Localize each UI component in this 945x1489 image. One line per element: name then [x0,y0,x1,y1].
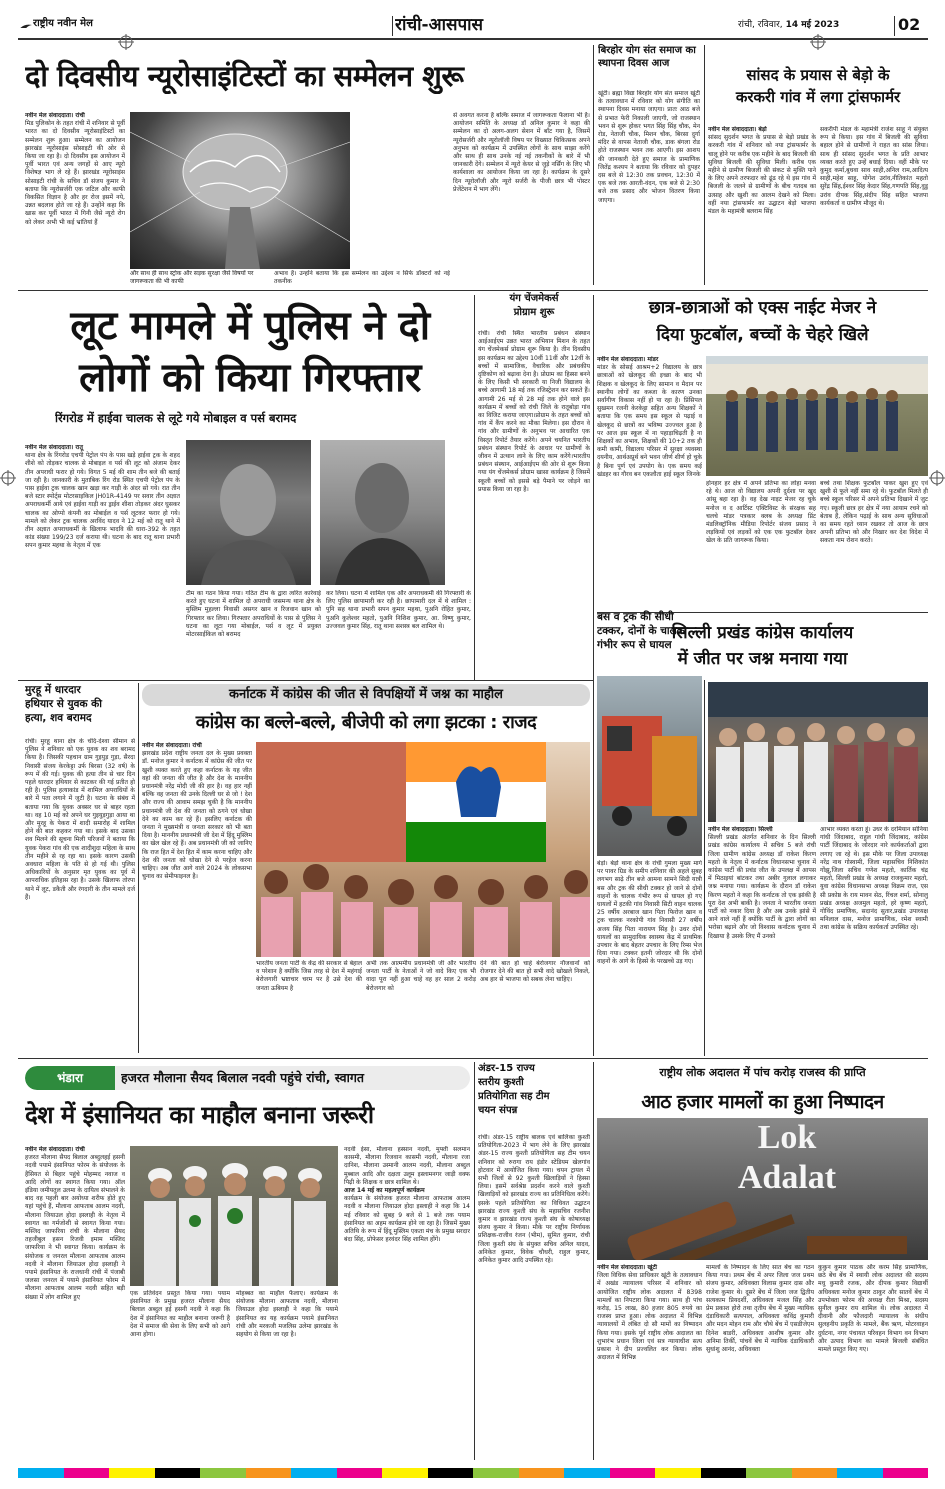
article8-col1-text: झारखंड प्रदेश राष्ट्रीय जनता दल के मुख्य प्रवक्ता डॉ. मनोज कुमार ने कर्नाटक में कांग्रेस की जीत पर खुशी व्यक्त करते हुए कहा कर्नाटक के यह जीत वहां की जनता की जीत है और देश के माननीय प्रधानमंत्री नरेंद्र मोदी जी की हार है। वह हार नहीं बल्कि वह जनता की उनके दिल्ली घर से जो ! देश और राज्य की आवाम समझ चुकी है कि माननीय प्रधानमंत्री जी देश की जनता को ठगने एवं धोखा देने का काम कर रहे हैं। इसलिए कर्नाटक की जनता ने मुख्यमंत्री व जनता सरकार को भी बता दिया है। माननीय प्रधानमंत्री जी देश में हिंदू मुस्लिम का खेल खेल रहे हैं। अब प्रधानमंत्री जी को जानिए कि राज हित में देश हित में काम करना चाहिए और देश की जनता को धोखा देने से परहेज करना चाहिए। अब जीत आगे वाले 2024 के लोकसभा चुनाव का सेमीफाइनल है। [142,750,252,881]
article1-caption: और साथ ही साथ स्ट्रोक और सड़क सुरक्षा जैसे विषयों पर जागरूकता की भी काफी [130,270,254,285]
article8-col2: भारतीय जनता पार्टी के केंद्र की सरकार से बेहाल व परेशान है क्योंकि जिस तरह से देश में महंगाई बेरोजगारी भ्रष्टाचार चरम पर है उसे देश की जनता ऊबियम है [256,960,362,992]
article6-col1-text: मांडर के सोसई आश्रम+2 विद्यालय के छात्र छात्राओं को खेलकूद की इच्छा के बाद भी शिक्षक व खेलकूद के लिए सामान व मैदान पर स्थानीय लोगों का कब्जा के कारण उनका सर्वांगीण विकास नहीं हो पा रहा है। प्रिंसिपल सुखमन रजनी केरकेट्टा सहित अन्य शिक्षकों ने बताया कि एक समय इस स्कूल से पढ़ाई व खेलकूद से छात्रों का भविष्य उज्ज्वल हुआ है पर आज इस स्कूल में ना पहाड़ाचिढ़ती है ना शिक्षकों का अभाव, शिक्षकों की 10+2 तक ही कमी कामी, विद्यालय परिसर में सुरक्षा व्यवस्था दयनीय, आर्थअप्रूर्थ बने भवन जीर्ण शीर्ण हो चुके है बिना पूर्ण एवं उपयोग के। एक समय कई खंडहर का गौरव बन एकलौता हाई स्कूल जिनके [597,364,702,478]
masthead-rule [18,38,928,40]
article9-headline-line1: बस व ट्रक की सीधी [597,611,674,623]
article8-col3: अभी तक आत्ममीय प्रधानमंत्री जी और भारतीय जनता पार्टी के नेताओं ने जो वादे किए एक भी वादा पूरा नहीं हुआ चाहे वह हर साल 2 करोड़ बेरोजगार को [366,960,476,992]
article3-col1 [708,126,816,286]
article4-col1-text: थाना क्षेत्र के रिंगरोड एचपी पेट्रोल पंप के पास खड़े हाईवा ट्रक के शहद शीशे को तोड़कर चालक से मोबाइल व पर्स की लूट को अंजाम देकर तीन अपराधी फरार हो गये। विगत 5 मई की शाम तीन बजे की बताई जा रही है। जानकारी के मुताबिक रिंग रोड स्थित एचपी पेट्रोल पंप के पास हाईवा ट्रक चालक खान खड़ा कर गाड़ी के अंदर सो गये। रात तीन बजे स्टार स्पोर्ट्स मोटरसाइकिल JH01R-4149 पर सवार तीन अज्ञात अपराधकर्मी आये एवं हाईवा गाड़ी का ड्राईव शीशा तोड़कर अंदर घुसकर चालक का ओप्पो कंपनी का मोबाईल व पर्स लूटकर फरार हो गये। मामले को लेकर ट्रक चालक अरविंद यादव ने 12 मई को रातू थाने में तीन अज्ञात अपराधकर्मी के खिलाफ भादवि की धारा-392 के तहत कांड संख्या 199/23 दर्ज कराया थी। घटना के बाद रातू थाना प्रभारी सपन कुमार महथा के नेतृत्व में एक [25,452,180,550]
article5-headline-line1: यंग चेंजमेकर्स [509,293,559,304]
party-workers-group-icon [708,682,928,822]
students-group-icon [706,356,928,476]
article4-headline-line2: लोगों को किया गिरफ्तार [79,355,421,401]
article13-col1 [597,1264,702,1458]
article3-col2: सकरीपी मंडल के महामंत्री राजेश साहू ने संयुक्त रूप से किया। इस गांव में बिजली की सुविधा बहाल होने से ग्रामीणों ने राहत का सांस लिया। साथ ही सांसद सुदर्शन भगत के प्रति आभार व्यक्त करते हुए उन्हें बधाई दिया। वहीं मौके पर कुमुद कर्मा,बुधवा साव साही,अनिल राम,आदित्य साही,महेश साहू, योगेश उरांव,नीतिकांत महतो सुरेंद्र सिंह,ईश्वर सिंह केदार सिंह,गणपति सिंह,वुडु उरांव दीपक सिंह,संदीप सिंह सहित भाजपा कार्यकर्ता व ग्रामीण मौजूद थे। [820,126,928,207]
article7-headline [25,683,135,735]
column-rule [474,295,475,680]
article3-col1-text: सांसद सुदर्शन भगत के प्रयास से बेड़ो प्रखंड के करकरी गांव में शनिवार को नया ट्रांसफार्मर के चालू होने पर करीब एक महीने के बाद बिजली की सुविधा बिजली की सुविधा मिली। करीब एक महीने से ग्रामीण बिजली की संकट से मुक्ति पाने के लिए अपने तरफदार को ढूंढ रहे थे इस गांव में बिजली के जलने से ग्रामीणों के बीच गतदब का उत्साह और खुशी का आलम देखने को मिला। वहीं नया ट्रांसफार्मर का उद्घाटन बेड़ो भाजपा मंडल के महामंत्री बलराम सिंह [708,134,816,216]
article6-headline-line1: छात्र-छात्राओं को एक्स नाईट मेजर ने [648,298,877,318]
article12-body: रांची। अंडर-15 राष्ट्रीय बालक एवं बालिका कुश्ती प्रतियोगिता-2023 में भाग लेने के लिए झारखंड अंडर-15 राज्य कुश्ती प्रतियोगिता सह टीम चयन शनिवार को रुरागा राय इंडोर स्टेडियम खेलगांव होटवार में आयोजित किया गया। चयन ट्रायल में सभी जिलों से 92 कुश्ती खिलाड़ियों ने हिस्सा लिया। इसमें सर्वश्रेष्ठ प्रदर्शन करने वाले कुश्ती खिलाड़ियों को झारखंड राज्य का प्रतिनिधित्व करेंगे। इसके पहले प्रतियोगिता का विधिवत उद्घाटन झारखंड राज्य कुश्ती संघ के महासचिव रजनीश कुमार व झारखंड राज्य कुश्ती संघ के कोषाध्यक्ष संजय कुमार ने किया। मौके पर राष्ट्रीय निर्णायक प्रशिक्षक-राजीव रंजन (भीम), सुमित कुमार, रांची जिला कुश्ती संघ के संयुक्त सचिव अनिल यादव, अनिकेत कुमार, विवेक चौधरी, राहुल कुमार, अनिकेत कुमार आदि उपस्थित रहे। [478,1134,590,1265]
article10-headline-line1: सिल्ली प्रखंड कांग्रेस कार्यालय [671,623,854,643]
masthead-divider-1 [392,16,393,36]
dateline-text: रांची, रविवार, [738,20,783,30]
article9-headline [597,610,702,670]
article12-headline-line2: स्तरीय कुश्ती [478,1077,524,1088]
newspaper-logo: राष्ट्रीय नवीन मेल [33,18,93,29]
article8-celebration-photo [256,742,590,957]
dateline [738,18,898,32]
article11-col2: एक प्रतिवेदन प्रस्तुत किया गया। पयाम इंसानियत के प्रमुख हजरत मौलाना सैयद बिलाल अब्दुल हई हसनी नदवी ने कहा कि देश में इंसानियत का माहौल बनाना जरूरी है देश में समाज की सेवा के लिए सभी को आगे आना होगा। [130,1290,230,1339]
print-color-bar [18,1468,928,1478]
person-silhouette-icon [320,440,445,585]
article3-headline-line2: करकरी गांव में लगा ट्रांसफार्मर [735,88,901,106]
article3-headline-line1: सांसद के प्रयास से बेड़ो के [746,66,890,84]
masthead [0,0,945,40]
article12-headline-line1: अंडर-15 राज्य [478,1063,535,1074]
lok-adalat-text-line2: Adalat [737,1159,837,1196]
article9-accident-photo [597,676,702,856]
article11-byline: नवीन मेल संवाददाता। रांची [25,1146,85,1153]
article11-banner [25,1066,470,1090]
masthead-divider-2 [894,16,895,36]
article1-headline: दो दिवसीय न्यूरोसाइंटिस्टों का सम्मेलन शुरू [25,59,464,93]
article4-headline-line1: लूट मामले में पुलिस ने दो [70,303,430,349]
bird-logo-icon [18,18,32,28]
section-rule [18,1058,928,1059]
registration-mark-icon [929,470,945,486]
article4-col3: कर लिया। घटना में शामिल एक और अपराधकर्मी की गिरफ्तारी के लिए पुलिस छापामारी कर रही है। छापामारी दल में थे शामिल : पुनि सह थाना प्रभारी सपन कुमार महथा, पुअनि रोहित कुमार, पुअनि कुलेश्वर महतो, पुअनि निशिश कुमार, आ. विष्णु कुमार, उज्जवल कुमार सिंह, रातू थाना सशस्त्र बल शामिल थे। [326,590,471,630]
section-title: रांची-आसपास [395,15,484,35]
article6-col2: बच्चे तथा शिक्षक फुटबॉल पाकर खुश हुए एवं खुशी से फूले नहीं समा रहे थे। फुटबॉल मिलते ही बच्चे स्कूल परिसर में अपने प्रतिभा दिखाने में जुट गए। स्कूली छात्र हर क्षेत्र में नया आयाम रचने को बेताब हैं, लेकिन पढ़ाई के साथ अन्य सुविधाओं का समय रहते ध्यान रखकर तो आज के छात्र अपनी प्रतिभा को और निखार कर देश विदेश में सकता नाम रोशन करते। [820,480,928,545]
column-rule [704,680,705,1056]
article9-headline-line2: टक्कर, दोनों के चालक [597,625,685,637]
column-rule [593,612,594,1056]
article11-col4b-text: कार्यक्रम के संयोजक हजरत मौलाना आफताब आलम नदवी व मौलाना जियाउल होदा इस्लाही ने कहा कि 14 मई रविवार को सुबह 9 बजे से 1 बजे तक पयाम इंसानियत का अहम कार्यक्रम होने जा रहा है। जिसमें मुख्य अतिथि के रूप में हिंदू मुस्लिम एकता मंच के प्रमुख सरदार बंदा सिंह, प्रोफेसर हरवंदर सिंह शामिल होंगे। [344,1195,470,1244]
article6-byline: नवीन मेल संवाददाता। मांडर [597,356,659,363]
article12-headline [478,1062,590,1132]
article10-byline: नवीन मेल संवाददाता। सिल्ली [708,826,773,833]
gavel-icon [597,1118,928,1260]
column-rule [704,45,705,285]
article2-body: खूंटी। ब्रह्मा विद्या बिरहोर योग संत समाज खूंटी के तत्वावधान में रविवार को योग संगीति का स्थापना दिवस मनाया जाएगा। प्रातः आठ बजे से प्रभात फेरी निकाली जाएगी, जो राजस्थान भवन से शुरू होकर भगत सिंह सिंह चौक, मेन रोड, नेताजी चौक, मिशन चौक, बिरसा दुर्गा मंदिर से वापस नेताजी चौक, डाक बंगला रोड होते राजस्थान भवन तक आएगी। इस आशय की जानकारी देते हुए समाज के प्रामाणिक जितेंद्र कश्यप ने बताया कि रविवार को दुपहर दस बजे से 12:30 तक प्रवचन, 12:30 में एक बजे तक आरती-वंदन, एक बजे से 2:30 बजे तक प्रसाद और भोजन वितरण किया जाएगा। [598,90,700,204]
article8-byline: नवीन मेल संवाददाता। रांची [142,742,202,749]
column-rule [138,683,139,1053]
article4-col2: टीम का गठन किया गया। गठित टीम के द्वारा त्वरित कार्रवाई करते हुए घटना में शामिल दो अपराधी जसमन्य थाना क्षेत्र के मुस्लिम मुहल्ला निवासी असगर खान व रिजवान खान को गिरफ्तार कर लिया। गिरफ्तार अपराधियों के पास से पुलिस ने घटना का लूटा गया मोबाईल, पर्स व लूट में प्रयुक्त मोटरसाईकिल को बरामद [186,590,321,639]
person-silhouette-icon [186,440,311,585]
brain-illustration-icon [130,112,350,269]
article1-col1-text: मिड पुलिकोन के तहत रांची में शनिवार से पूर्वी भारत का दो दिवसीय न्यूरोसाइंटिस्टों का सम्मेलन शुरू हुआ। सम्मेलन का आयोजन झारखंड न्यूरोसाइंस सोसाइटी की ओर से किया जा रहा है। दो दिवसीय इस आयोजन में पूर्वी भारत एवं अन्य जगहों से आए न्यूरो विशेषज्ञ भाग ले रहे हैं। झारखंड न्यूरोसाइंस सोसाइटी रांची के सचिव डॉ संजय कुमार ने बताया कि न्यूरोसर्जरी एक जटिल और काफी विकसित विज्ञान है और हर रोज इसमें नये, उन्नत बदलाव होते जा रहे हैं। उन्होंने कहा कि खास कर पूर्वी भारत में गिनी जैसे न्यूरो रोग को लेकर अभी भी कई भ्रांतियां हैं [25,120,125,226]
article5-body: रांची। रांची स्थित भारतीय प्रबंधन संस्थान आईआईएम उन्नत भारत अभियान मिशन के तहत यंग चेंजमेकर्स प्रोग्राम शुरू किया है। तीन दिवसीय इस कार्यक्रम का उद्देश्य 10वीं 11वीं और 12वीं के बच्चों में सामाजिक, वैचारिक और प्रबंधकीय दृष्टिकोण को बढ़ावा देना है। प्रोग्राम का हिस्सा बनने के लिए किसी भी सरकारी या निजी विद्यालय के बच्चे आगामी 18 मई तक रजिस्ट्रेशन कर सकते हैं। आगामी 26 मई से 28 मई तक होने वाले इस कार्यक्रम में बच्चों को रांची जिले के रातूबोड़ा गांव का विजिट कराया जाएगा।प्रोग्राम के तहत बच्चों को गांव में कैंप करने का मौका मिलेगा। इस दौरान वे गांव और ग्रामीणों के अनुभव पर आधारित एक विस्तृत रिपोर्ट तैयार करेंगे। अपने चयनित भारतीय प्रबंधन संस्थान रिपोर्ट के आधार पर ग्रामीणों के जीवन में उत्थान लाने के लिए काम करेंगे।भारतीय प्रबंधन संस्थान, आईआईएम की ओर से शुरू किया गया यंग चेंजमेकर्स प्रोग्राम खासा कार्यक्रम है जिसमें स्कूली बच्चों को इससे बड़े पैमाने पर जोड़ने का प्रयास किया जा रहा है। [478,330,590,493]
article11-col1 [25,1146,125,1458]
registration-mark-icon [0,470,16,486]
article11-col1-text: हजरत मौलाना सैयद बिलाल अब्दुलहई हसनी नदवी पयामे इंसानियत फोरम के संयोजक के हैसियत से बिहार पहुंचे मोहम्मद नवाज व आदि लोगों का स्वागत किया गया। ऑल इंडिया जमीयतुल उलमा के दायित्व संभालने के बाद वह पहली बार अयोध्या शरीफ होते हुए यहां पहुंचे हैं, मौलाना आफताब आलम नदवी, मौलाना जियाउल होदा इस्लाही के नेतृत्व में स्वागत का गर्मजोशी से स्वागत किया गया। मस्जिद जाफरिया रांची के मौलाना सैयद तहजीबुल हसन रिजवी इमाम मस्जिद जाफरिया ने भी स्वागत किया। कार्यक्रम के संयोजक व जनरल मौलाना आफताब आलम नदवी ने मौलाना जियाउल होदा इस्लाही ने पयामे इंसानियत के राजधानी रांची में पंजाबी जलसा जनरल में पयामे इंसानियत फोरम में मौलाना आफताब आलम नदवी सहित बड़ी संख्या में लोग शामिल हुए [25,1154,125,1301]
article11-col4-text: नदवी ईसा, मौलाना हस्सान नदवी, मुफ्ती सलमान कासमी, मौलाना रिजवान कासमी नदवी, मौलाना रजा दानिश, मौलाना उस्मानी आलम नदवी, मौलाना अब्दुल मुब्बाल आदि और दक्षता उलूम इस्लामनगर जाड़ी वक्फ पिढ़ी के शिक्षक व छात्र शामिल थे। [344,1146,470,1186]
article11-col4 [344,1146,470,1458]
article10-col2: आभार व्यक्त करता हूं। उधर के दरमियान सोनिया गांधी जिंदाबाद, राहुल गांधी जिंदाबाद, कांग्रेस पार्टी जिंदाबाद के जोरदार नारे कार्यकर्ताओं द्वारा लगाए जा रहे थे। इस मौके पर जिला उपाध्यक्ष नरेंद्र नाथ गोस्वामी, जिला महासचिव निशिकांत गोंझू,जिला सचिव गणेश महतो, कार्तिक चंद्र महतो, सिल्ली प्रखंड के अध्यक्ष राजकुमार महतो, युवा कांग्रेस विधानसभा अध्यक्ष विक्रम राज, एस सी प्रकोष्ठ के राय मावन सेठ, रिंचल शर्मा, सोनालु प्रखंड अध्यक्ष अजमुल महतो, हरे कृष्ण महतो, गोविंद प्रमाणिक, सदानंद सुतार,प्रखंड उपाध्यक्ष मनिलाल दास, मनोज प्रामाणिक, रमेश स्वामी तथा कांग्रेस के सक्रिय कार्यकर्ता उपस्थित रहे। [820,826,928,932]
article13-byline: नवीन मेल संवाददाता। खूंटी [597,1264,658,1271]
article10-col1-text: सिल्ली प्रखंड अंतर्गत शनिवार के दिन सिल्ली प्रखंड कांग्रेस कार्यालय में सचिव 5 बजे रांची जिला ग्रामीण कांग्रेस अध्यक्ष डॉ राकेश किरण महतो के नेतृत्व में कर्नाटक विधानसभा चुनाव में कांग्रेस पार्टी की प्रचंड जीत के उपलक्ष में आपस में मिठाइयां बांटकर तथा अबीर गुलाल लगाकर जश्न मनाया गया। कार्यक्रम के दौरान डॉ राकेश किरण महतो ने कहा कि कर्नाटक तो एक झांकी है पूरा देश अभी बाकी है। जनता ने भारतीय जनता पार्टी को नकार दिया है और अब उनके झांसे में आने वाले नहीं हैं क्योंकि पार्टी के द्वारा लोगों का भरोसा बढ़ाने और जो विश्वास कर्नाटक चुनाव में दिखाया है उसके लिए मैं उनको [708,834,816,940]
article4-subhead: रिंगरोड में हाईवा चालक से लूटे गये मोबाइल व पर्स बरामद [55,411,297,425]
article11-banner-text: हजरत मौलाना सैयद बिलाल नदवी पहुंचे रांची, स्वागत [121,1070,365,1085]
article7-body: रांची। मुरहू थाना क्षेत्र के चंदि-देश्वा सीमान से पुलिस ने शनिवार को एक युवक का शव बरामद किया है। जिसकी पहचान ग्राम गुइयुड़ गुड़ा, सैरदा निवासी संजय केरकेट्टा उर्फ बिरसा (32 वर्ष) के रूप में की गई। युवक की हत्या तीन से चार दिन पहले धारदार हथियार से काटकर की गई प्रतीत हो रही है। पुलिस हत्याकांड में शामिल अपराधियों के बारे में पता लगाने में जुटी है। घटना के संबंध में बताया गया कि युवक अक्सर घर से बाहर रहता था। वह 10 मई को अपने घर गुइयुड़गुड़ा आया था और मुरहू के पेकरा में शादी समारोह में शामिल होने की बात कहकर गया था। इसके बाद उसका शव मिलने की सूचना मिली परिजनों ने बताया कि युवक पेकरा गांव की एक शादीशुदा महिला के साथ तीन महीने से रह रहा था। इसके कारण उसकी अवधारा महिला के पति से हो गई थी। पुलिस अधिकारियों के अनुसार मृत युवक का पूर्व में आपराधिक इतिहास रहा है। उसके खिलाफ तोरपा थाने में लूट, डकैती और रंगदारी के तीन मामले दर्ज हैं। [25,738,135,901]
column-rule [474,1062,475,1460]
registration-mark-icon [810,34,826,50]
article5-headline [478,292,590,326]
article10-party-photo [708,682,928,822]
article6-students-photo [706,356,928,476]
article1-brain-photo [130,112,350,269]
article8-banner-text: कर्नाटक में कांग्रेस की जीत से विपक्षियों में जश्न का माहौल [229,687,503,702]
article7-headline-line1: मुरहू में धारदार [25,684,81,696]
article12-headline-line3: प्रतियोगिता सह टीम [478,1091,550,1102]
article6-col1 [597,356,702,608]
registration-mark-icon [118,34,134,50]
article13-kicker: राष्ट्रीय लोक अदालत में पांच करोड़ राजस्व की प्राप्ति [659,1066,866,1079]
article12-headline-line4: चयन संपन्न [478,1105,518,1116]
article8-banner [142,684,590,706]
article2-headline: बिरहोर योग संत समाज का स्थापना दिवस आज [598,45,696,69]
section-rule [18,680,594,681]
article9-headline-line3: गंभीर रूप से घायल [597,639,672,651]
article6-col1b: होनहार हर क्षेत्र में अपने प्रतिभा का लोहा मनवा रहे थे। आज वो विद्यालय अपनी दुर्दशा पर खुद आंसू बहा रहा है। वह देख नाइट मेजर रह चुके मनोज व द आर्टिस्ट एक्टिविस्ट के संरक्षक सह चलचे मांडर पत्रकार क्लब के अध्यक्ष प्रिंट मंडलिक्ट्रॉनिक मीडिया रिपोर्टर संजय प्रसाद ने लड़कियों एवं लड़कों को एक एक फुटबॉल देकर खेल के प्रति जागरूक किया। [706,480,816,545]
article4-accused-photo-2 [320,440,445,585]
article6-headline [597,295,928,351]
article11-tag [25,1066,115,1090]
article9-body: बेड़ो। बेड़ो थाना क्षेत्र के रांची गुमला मुख्य मार्ग पर पावर ग्रिड के समीप शनिवार की अहले सुबह लगभग साढ़े तीन बजे आमना सामने सिदी यात्री बस और ट्रक की सीधी टक्कर हो जाने से दोनों वाहनों के चालक गंभीर रूप से घायल हो गए घायलों में हटकी गांव निवासी सिटी वाहन चालक 25 वर्षीय अरबाज खान पिता फिरोज खान व ट्रक चालक नरकोपी गांव निवासी 27 वर्षीय अजय सिंह पिता नारायण सिंह है। उधर दोनों घायलों का सामुदायिक स्वास्थ्य केंद्र में प्राथमिक उपचार के बाद बेहतर उपचार के लिए रिम्स भेज दिया गया। टक्कर इतनी जोरदार थी कि दोनों वाहनों के आगे के हिस्से के परखच्चे उड़ गए। [597,860,702,966]
article13-col3: कुकुन कुमार पाठक और करम सिंह प्रामाणिक, छठे बेंच बेंच में स्थायी लोक अदालत की सदस्य मधु कुमारी रजक, और दीपक कुमार विद्यार्थी अधिवक्ता मनोज कुमार ठाकुर और सातवें बेंच में उपभोक्ता फोरम की अध्यक्ष रीता मिश्रा, सदस्य सुनील कुमार राय शामिल थे। लोक अदालत में दीवानी और फौजदारी न्यायालय के संधीय सुलहनीय प्रकृति के मामले, बैंक ऋण, मोटरवाहन दुर्घटना, नगर पंचायत परिवहन विभाग वन विभाग और उत्पाद विभाग का मामले बिजली संबंधित मामले प्रस्तुत किए गए। [818,1264,928,1354]
article5-headline-line2: प्रोग्राम शुरू [513,307,555,318]
article8-col1 [142,742,252,1054]
article6-headline-line2: दिया फुटबॉल, बच्चों के चेहरे खिले [656,325,869,345]
article11-headline: देश में इंसानियत का माहौल बनाना जरूरी [25,1101,374,1129]
article10-col1 [708,826,816,1056]
article11-subhead: आज 14 मई का महत्वपूर्ण कार्यक्रम [344,1187,425,1195]
article1-byline: नवीन मेल संवाददाता। रांची [25,112,85,119]
section-rule [18,290,928,291]
article7-headline-line2: हथियार से युवक की [25,698,102,710]
crashed-truck-icon [597,676,702,856]
clerics-group-icon [130,1146,338,1286]
article4-col1 [25,444,180,680]
article13-col1-text: जिला विधिक सेवा प्राधिकार खूंटी के तत्वावधान में अखंड न्यायालय परिसर में शनिवार को आयोजित राष्ट्रीय लोक अदालत में 8398 मामलों का निपटारा किया गया। साथ ही पांच करोड़, 15 लाख, 80 हजार 805 रुपये का राजस्व प्राप्त हुआ। लोक अदालत में विभिन्न न्यायालयों में लंबित दो सौ मामों का निष्पादन किया गया। इसके पूर्व राष्ट्रीय लोक अदालत का शुभारंभ प्रधान जिला एवं सत्र न्यायाधीश सत्य प्रकाश ने दीप प्रज्वलित कर किया। लोक अदालत में विभिन्न [597,1272,702,1362]
article8-col4: देने की बात हो चाहे बेरोजगार नौजवानों को रोजगार देने की बात हो सभी वादे खोखले निकले, अब हार से भाजपा को सबक लेना चाहिए। [480,960,590,984]
article3-byline: नवीन मेल संवाददाता। बेड़ो [708,126,767,133]
page-number: 02 [898,15,921,34]
article13-lok-adalat-photo [597,1118,928,1260]
article4-accused-photo-1 [186,440,311,585]
article7-headline-line3: हत्या, शव बरामद [25,712,92,724]
column-rule [593,1062,594,1460]
article10-headline-line2: में जीत पर जश्न मनाया गया [677,649,848,669]
article4-byline: नवीन मेल संवाददाता। रातू [25,444,83,451]
article11-col3: मोहब्बत का माहौल फैलाए। कार्यक्रम के संयोजक मौलाना आफताब नदवी, मौलाना जियाउल होदा इस्लाही ने कहा कि पयामे इंसानियत का यह कार्यक्रम पयामे इंसानियत रांची और मरकजी मजलिस उलेमा झारखंड के सहयोग से किया जा रहा है। [236,1290,338,1339]
article1-col3: से अवगत करना है बल्कि समाज में जागरूकता फैलाना भी है। आयोजन समिति के अध्यक्ष डॉ अनिल कुमार ने कहा की सम्मेलन का दो अलग-अलग सेशन में बाँट गया है, जिसमें न्यूरोसर्जरी और न्यूरोलॉजी विषय पर विख्यात चिकित्सक अपने अनुभव को कार्यक्रम में उपस्थित लोगों के साथ साझा करेंगे और साथ ही साथ उनके नई नई तकनीकों के बारे में भी जानकारी देंगे। सम्मेलन में न्यूरो केयर से जुड़े नर्सिंग के लिए भी कार्यशाला का आयोजन किया जा रहा है। कार्यक्रम के दूसरे दिन न्यूरोलॉजी और न्यूरो सर्जरी के पीजी छात्र भी पोस्टर प्रेजेंटेशन में भाग लेंगे। [453,112,590,193]
article11-welcome-photo [130,1146,338,1286]
article3-headline [708,64,928,114]
lok-adalat-text-line1: Lok [757,1119,817,1156]
article13-headline: आठ हजार मामलों का हुआ निष्पादन [641,1091,884,1113]
column-rule [593,45,594,285]
article1-col1 [25,112,125,282]
article8-headline: कांग्रेस का बल्ले-बल्ले, बीजेपी को लगा झटका : राजद [195,712,537,733]
article1-col2: अभाव है। उन्होंने बताया कि इस सम्मेलन का उद्देश्य न सिर्फ डॉक्टरों को नई तकनीक [274,270,450,286]
congress-flag-crowd-icon [256,742,590,957]
article13-col2: मामलों के निष्पादन के लिए सात बेंच का गठन किया गया। प्रथम बेंच में अपर जिला जज प्रथम संजय कुमार, अधिवक्ता विलास कुमार दास और राजेश कुमार थे। दूसरे बेंच में जिला जज द्वितीय सत्यकाम प्रियदर्शी, अधिवक्ता मजल सिंह और प्रेम प्रकाश होरो तथा तृतीय बेंच में मुख्य न्यायिक दंडाधिकारी सत्यपाल, अधिवक्ता कविंद्र कुमारी और मदन मोहन राम और चौथे बेंच में एसडीजेएम दिनेश बाडरी, अधिवक्ता आशीष कुमार और अनिमा तिर्की, पांचवें बेंच में न्यायिक दंडाधिकारी सुधांशु आनंद, अधिवक्ता [706,1264,814,1354]
article4-headline [25,300,475,410]
article11-tag-text: भंडारा [57,1071,83,1085]
dateline-date: 14 मई 2023 [785,20,840,30]
